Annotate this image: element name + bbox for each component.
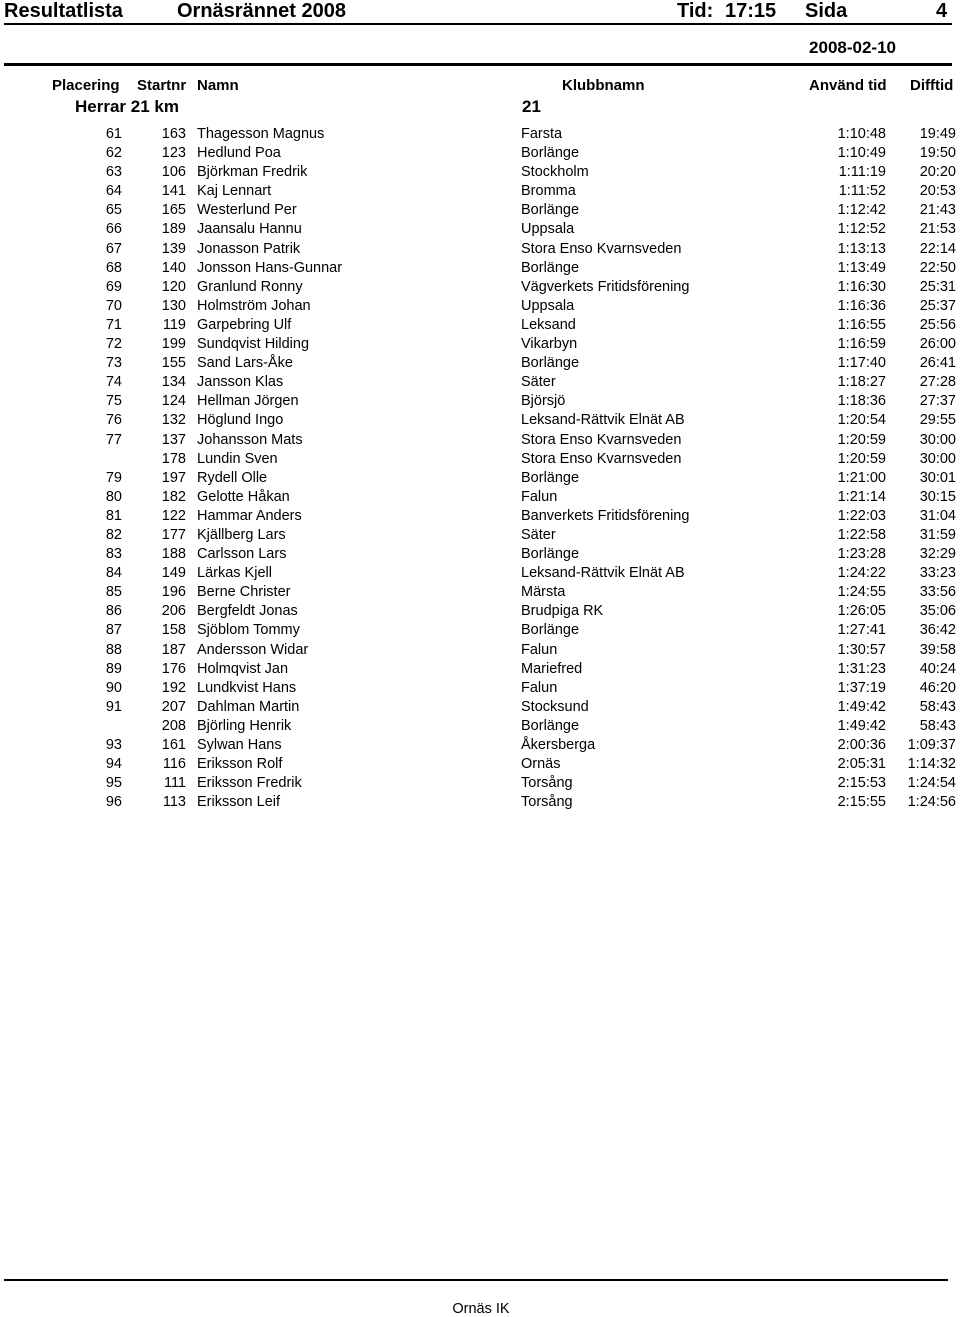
report-title: Resultatlista xyxy=(4,0,123,22)
runner-name-cell: Hellman Jörgen xyxy=(197,393,299,410)
time-used-cell: 1:16:36 xyxy=(837,297,886,314)
club-name-cell: Banverkets Fritidsförening xyxy=(521,507,690,524)
club-name-cell: Farsta xyxy=(521,126,563,142)
runner-name-cell: Höglund Ingo xyxy=(197,412,284,429)
diff-time-cell: 58:43 xyxy=(919,717,956,734)
runner-name-cell: Lundkvist Hans xyxy=(197,679,297,696)
club-name-cell: Stora Enso Kvarnsveden xyxy=(521,450,682,467)
result-row xyxy=(0,507,960,526)
result-row xyxy=(0,354,960,373)
time-used-cell: 1:13:13 xyxy=(837,240,886,257)
club-name-cell: Bromma xyxy=(521,183,576,200)
result-row xyxy=(0,679,960,698)
time-used-cell: 2:00:36 xyxy=(837,737,886,753)
runner-name-cell: Jonsson Hans-Gunnar xyxy=(197,259,343,276)
club-name-cell: Stocksund xyxy=(521,698,589,715)
placement-cell: 95 xyxy=(105,775,122,792)
runner-name-cell: Westerlund Per xyxy=(197,202,297,219)
page-number: 4 xyxy=(936,0,948,22)
runner-name-cell: Lärkas Kjell xyxy=(197,565,272,582)
time-used-cell: 1:16:30 xyxy=(837,278,886,295)
time-used-cell: 1:11:19 xyxy=(838,164,886,181)
club-name-cell: Uppsala xyxy=(521,297,575,314)
result-row xyxy=(0,755,960,774)
time-used-cell: 1:18:36 xyxy=(837,393,886,410)
result-row xyxy=(0,774,960,793)
start-number-cell: 196 xyxy=(161,584,186,601)
result-row xyxy=(0,335,960,354)
time-used-cell: 1:10:48 xyxy=(837,126,886,142)
runner-name-cell: Eriksson Fredrik xyxy=(197,775,302,792)
start-number-cell: 116 xyxy=(162,756,186,773)
runner-name-cell: Rydell Olle xyxy=(197,469,268,486)
start-number-cell: 189 xyxy=(161,221,186,238)
club-name-cell: Leksand xyxy=(521,316,576,333)
time-used-cell: 1:10:49 xyxy=(837,145,886,162)
placement-cell: 93 xyxy=(105,737,122,753)
club-name-cell: Leksand-Rättvik Elnät AB xyxy=(521,412,685,429)
start-number-cell: 149 xyxy=(161,565,186,582)
time-used-cell: 1:49:42 xyxy=(837,698,886,715)
diff-time-cell: 40:24 xyxy=(919,660,956,677)
club-name-cell: Mariefred xyxy=(521,660,583,677)
start-number-cell: 182 xyxy=(161,488,186,505)
result-row xyxy=(0,526,960,545)
time-used-cell: 1:24:55 xyxy=(837,584,886,601)
placement-cell: 70 xyxy=(105,297,122,314)
club-name-cell: Falun xyxy=(521,488,558,505)
placement-cell: 66 xyxy=(105,221,122,238)
start-number-cell: 132 xyxy=(161,412,186,429)
result-row xyxy=(0,698,960,717)
start-number-cell: 207 xyxy=(161,698,186,715)
start-number-cell: 140 xyxy=(161,259,186,276)
result-row xyxy=(0,621,960,640)
result-row xyxy=(0,297,960,316)
result-row xyxy=(0,641,960,660)
time-used-cell: 1:23:28 xyxy=(837,546,886,563)
diff-time-cell: 33:56 xyxy=(919,584,956,601)
club-name-cell: Borlänge xyxy=(521,202,580,219)
placement-cell: 65 xyxy=(105,202,122,219)
time-used-cell: 1:20:54 xyxy=(837,412,886,429)
start-number-cell: 124 xyxy=(161,393,186,410)
result-row xyxy=(0,469,960,488)
col-diff: Difftid xyxy=(910,77,954,94)
runner-name-cell: Dahlman Martin xyxy=(197,698,300,715)
result-row xyxy=(0,545,960,564)
col-club: Klubbnamn xyxy=(562,77,645,94)
runner-name-cell: Jonasson Patrik xyxy=(197,240,301,257)
time-used-cell: 1:30:57 xyxy=(837,641,886,658)
runner-name-cell: Björkman Fredrik xyxy=(197,164,308,181)
placement-cell: 71 xyxy=(105,316,122,333)
time-used-cell: 2:15:53 xyxy=(837,775,886,792)
time-used-cell: 1:16:59 xyxy=(837,336,886,353)
start-number-cell: 123 xyxy=(161,145,186,162)
diff-time-cell: 58:43 xyxy=(919,698,956,715)
runner-name-cell: Carlsson Lars xyxy=(197,546,287,563)
result-row xyxy=(0,411,960,430)
result-row xyxy=(0,793,960,812)
placement-cell: 72 xyxy=(105,336,122,353)
runner-name-cell: Jaansalu Hannu xyxy=(197,221,302,238)
footer-text: Ornäs IK xyxy=(452,1301,510,1317)
diff-time-cell: 36:42 xyxy=(919,622,956,639)
time-used-cell: 1:13:49 xyxy=(837,259,886,276)
runner-name-cell: Thagesson Magnus xyxy=(197,126,325,142)
time-used-cell: 1:21:00 xyxy=(837,469,886,486)
club-name-cell: Torsång xyxy=(521,775,573,792)
placement-cell: 69 xyxy=(105,278,122,295)
result-row xyxy=(0,717,960,736)
diff-time-cell: 25:56 xyxy=(919,316,956,333)
time-used-cell: 1:37:19 xyxy=(837,679,886,696)
placement-cell: 84 xyxy=(105,565,122,582)
club-name-cell: Borlänge xyxy=(521,355,580,372)
start-number-cell: 197 xyxy=(161,469,186,486)
placement-cell: 61 xyxy=(105,126,122,142)
club-name-cell: Stora Enso Kvarnsveden xyxy=(521,240,682,257)
club-name-cell: Åkersberga xyxy=(521,737,596,753)
time-used-cell: 1:20:59 xyxy=(837,450,886,467)
runner-name-cell: Sundqvist Hilding xyxy=(197,336,310,353)
diff-time-cell: 22:50 xyxy=(919,259,956,276)
result-row xyxy=(0,278,960,297)
runner-name-cell: Bergfeldt Jonas xyxy=(197,603,298,620)
time-used-cell: 1:11:52 xyxy=(838,183,886,200)
start-number-cell: 130 xyxy=(161,297,186,314)
result-row xyxy=(0,240,960,259)
placement-cell: 80 xyxy=(105,488,122,505)
placement-cell: 76 xyxy=(105,412,122,429)
diff-time-cell: 46:20 xyxy=(919,679,956,696)
report-date: 2008-02-10 xyxy=(809,38,896,57)
runner-name-cell: Johansson Mats xyxy=(197,431,303,448)
placement-cell: 64 xyxy=(105,183,122,200)
col-start-no: Startnr xyxy=(137,77,187,94)
club-name-cell: Märsta xyxy=(521,584,566,601)
diff-time-cell: 30:00 xyxy=(919,431,956,448)
club-name-cell: Ornäs xyxy=(521,756,561,773)
club-name-cell: Björsjö xyxy=(521,393,566,410)
start-number-cell: 165 xyxy=(161,202,186,219)
diff-time-cell: 1:14:32 xyxy=(907,756,956,773)
club-name-cell: Uppsala xyxy=(521,221,575,238)
result-row xyxy=(0,220,960,239)
class-code: 21 xyxy=(522,97,541,116)
result-row xyxy=(0,602,960,621)
start-number-cell: 187 xyxy=(161,641,186,658)
start-number-cell: 208 xyxy=(161,717,186,734)
placement-cell: 79 xyxy=(105,469,122,486)
placement-cell: 74 xyxy=(105,374,122,391)
placement-cell: 94 xyxy=(105,756,122,773)
start-number-cell: 206 xyxy=(161,603,186,620)
start-number-cell: 139 xyxy=(161,240,186,257)
result-row xyxy=(0,201,960,220)
club-name-cell: Borlänge xyxy=(521,145,580,162)
placement-cell: 96 xyxy=(105,794,122,811)
result-row xyxy=(0,125,960,144)
club-name-cell: Leksand-Rättvik Elnät AB xyxy=(521,565,685,582)
result-row xyxy=(0,564,960,583)
start-number-cell: 155 xyxy=(161,355,186,372)
diff-time-cell: 33:23 xyxy=(919,565,956,582)
club-name-cell: Borlänge xyxy=(521,469,580,486)
result-row xyxy=(0,144,960,163)
diff-time-cell: 25:37 xyxy=(919,297,956,314)
diff-time-cell: 20:53 xyxy=(919,183,956,200)
diff-time-cell: 22:14 xyxy=(919,240,956,257)
diff-time-cell: 32:29 xyxy=(919,546,956,563)
start-number-cell: 177 xyxy=(161,526,186,543)
placement-cell: 83 xyxy=(105,546,122,563)
diff-time-cell: 1:09:37 xyxy=(907,737,956,753)
time-used-cell: 1:21:14 xyxy=(837,488,886,505)
class-name: Herrar 21 km xyxy=(75,97,179,116)
page-label: Sida xyxy=(805,0,848,22)
diff-time-cell: 26:00 xyxy=(919,336,956,353)
result-row xyxy=(0,259,960,278)
runner-name-cell: Holmström Johan xyxy=(197,297,311,314)
placement-cell: 88 xyxy=(105,641,122,658)
col-name: Namn xyxy=(197,77,239,94)
results-table xyxy=(0,125,960,812)
club-name-cell: Borlänge xyxy=(521,622,580,639)
club-name-cell: Falun xyxy=(521,679,558,696)
runner-name-cell: Sjöblom Tommy xyxy=(197,622,300,639)
placement-cell: 73 xyxy=(105,355,122,372)
placement-cell: 91 xyxy=(105,698,122,715)
runner-name-cell: Eriksson Leif xyxy=(197,794,281,811)
placement-cell: 67 xyxy=(105,240,122,257)
placement-cell: 86 xyxy=(105,603,122,620)
result-row xyxy=(0,660,960,679)
diff-time-cell: 27:28 xyxy=(919,374,956,391)
time-used-cell: 1:24:22 xyxy=(837,565,886,582)
col-placement: Placering xyxy=(52,77,120,94)
diff-time-cell: 35:06 xyxy=(919,603,956,620)
time-used-cell: 1:17:40 xyxy=(837,355,886,372)
start-number-cell: 141 xyxy=(161,183,186,200)
diff-time-cell: 21:53 xyxy=(919,221,956,238)
diff-time-cell: 31:59 xyxy=(919,526,956,543)
result-row xyxy=(0,431,960,450)
time-used-cell: 1:12:52 xyxy=(837,221,886,238)
start-number-cell: 199 xyxy=(161,336,186,353)
time-used-cell: 1:26:05 xyxy=(837,603,886,620)
time-used-cell: 2:15:55 xyxy=(837,794,886,811)
time-used-cell: 1:18:27 xyxy=(837,374,886,391)
runner-name-cell: Granlund Ronny xyxy=(197,278,303,295)
diff-time-cell: 27:37 xyxy=(919,393,956,410)
time-used-cell: 1:20:59 xyxy=(837,431,886,448)
placement-cell: 82 xyxy=(105,526,122,543)
time-used-cell: 1:22:03 xyxy=(837,507,886,524)
placement-cell: 87 xyxy=(105,622,122,639)
runner-name-cell: Sand Lars-Åke xyxy=(197,355,293,372)
runner-name-cell: Jansson Klas xyxy=(197,374,284,391)
placement-cell: 63 xyxy=(105,164,122,181)
diff-time-cell: 30:00 xyxy=(919,450,956,467)
time-value: 17:15 xyxy=(725,0,777,22)
runner-name-cell: Eriksson Rolf xyxy=(197,756,283,773)
club-name-cell: Stora Enso Kvarnsveden xyxy=(521,431,682,448)
runner-name-cell: Kaj Lennart xyxy=(197,183,272,200)
start-number-cell: 163 xyxy=(161,126,186,142)
diff-time-cell: 25:31 xyxy=(919,278,956,295)
time-used-cell: 1:16:55 xyxy=(837,316,886,333)
footer-divider xyxy=(4,1279,948,1281)
runner-name-cell: Holmqvist Jan xyxy=(197,660,289,677)
runner-name-cell: Kjällberg Lars xyxy=(197,526,286,543)
placement-cell: 85 xyxy=(105,584,122,601)
club-name-cell: Brudpiga RK xyxy=(521,603,604,620)
diff-time-cell: 21:43 xyxy=(919,202,956,219)
runner-name-cell: Sylwan Hans xyxy=(197,737,282,753)
result-row xyxy=(0,163,960,182)
start-number-cell: 178 xyxy=(161,450,186,467)
event-name: Ornäsrännet 2008 xyxy=(177,0,346,22)
club-name-cell: Borlänge xyxy=(521,717,580,734)
diff-time-cell: 20:20 xyxy=(919,164,956,181)
result-row xyxy=(0,450,960,469)
placement-cell: 68 xyxy=(105,259,122,276)
diff-time-cell: 19:49 xyxy=(919,126,956,142)
start-number-cell: 137 xyxy=(161,431,186,448)
diff-time-cell: 1:24:56 xyxy=(907,794,956,811)
start-number-cell: 158 xyxy=(161,622,186,639)
start-number-cell: 176 xyxy=(161,660,186,677)
placement-cell: 81 xyxy=(105,507,122,524)
diff-time-cell: 39:58 xyxy=(919,641,956,658)
club-name-cell: Vikarbyn xyxy=(521,336,578,353)
club-name-cell: Säter xyxy=(521,374,556,391)
diff-time-cell: 1:24:54 xyxy=(907,775,956,792)
time-used-cell: 1:27:41 xyxy=(837,622,886,639)
result-row xyxy=(0,392,960,411)
diff-time-cell: 30:01 xyxy=(919,469,956,486)
time-used-cell: 1:31:23 xyxy=(837,660,886,677)
time-label: Tid: xyxy=(677,0,714,22)
col-time-used: Använd tid xyxy=(809,77,887,94)
placement-cell: 62 xyxy=(105,145,122,162)
runner-name-cell: Gelotte Håkan xyxy=(197,488,290,505)
start-number-cell: 134 xyxy=(161,374,186,391)
club-name-cell: Borlänge xyxy=(521,259,580,276)
time-used-cell: 2:05:31 xyxy=(837,756,886,773)
runner-name-cell: Hammar Anders xyxy=(197,507,302,524)
diff-time-cell: 31:04 xyxy=(919,507,956,524)
club-name-cell: Torsång xyxy=(521,794,573,811)
header-divider-thick xyxy=(4,63,952,66)
placement-cell: 77 xyxy=(105,431,122,448)
start-number-cell: 119 xyxy=(162,316,186,333)
runner-name-cell: Andersson Widar xyxy=(197,641,309,658)
start-number-cell: 120 xyxy=(161,278,186,295)
start-number-cell: 192 xyxy=(161,679,186,696)
start-number-cell: 188 xyxy=(161,546,186,563)
time-used-cell: 1:22:58 xyxy=(837,526,886,543)
runner-name-cell: Garpebring Ulf xyxy=(197,316,292,333)
runner-name-cell: Björling Henrik xyxy=(197,717,292,734)
result-row xyxy=(0,488,960,507)
start-number-cell: 122 xyxy=(161,507,186,524)
result-row xyxy=(0,736,960,755)
runner-name-cell: Lundin Sven xyxy=(197,450,278,467)
start-number-cell: 113 xyxy=(162,794,186,811)
club-name-cell: Falun xyxy=(521,641,558,658)
result-row xyxy=(0,182,960,201)
result-row xyxy=(0,316,960,335)
club-name-cell: Borlänge xyxy=(521,546,580,563)
start-number-cell: 111 xyxy=(163,775,186,792)
result-row xyxy=(0,583,960,602)
placement-cell: 90 xyxy=(105,679,122,696)
diff-time-cell: 19:50 xyxy=(919,145,956,162)
club-name-cell: Stockholm xyxy=(521,164,589,181)
diff-time-cell: 29:55 xyxy=(919,412,956,429)
start-number-cell: 161 xyxy=(161,737,186,753)
runner-name-cell: Berne Christer xyxy=(197,584,291,601)
time-used-cell: 1:49:42 xyxy=(837,717,886,734)
result-row xyxy=(0,373,960,392)
placement-cell: 75 xyxy=(105,393,122,410)
time-used-cell: 1:12:42 xyxy=(837,202,886,219)
runner-name-cell: Hedlund Poa xyxy=(197,145,281,162)
header-divider xyxy=(4,23,952,25)
diff-time-cell: 30:15 xyxy=(919,488,956,505)
club-name-cell: Säter xyxy=(521,526,556,543)
placement-cell: 89 xyxy=(105,660,122,677)
diff-time-cell: 26:41 xyxy=(919,355,956,372)
start-number-cell: 106 xyxy=(161,164,186,181)
club-name-cell: Vägverkets Fritidsförening xyxy=(521,278,690,295)
